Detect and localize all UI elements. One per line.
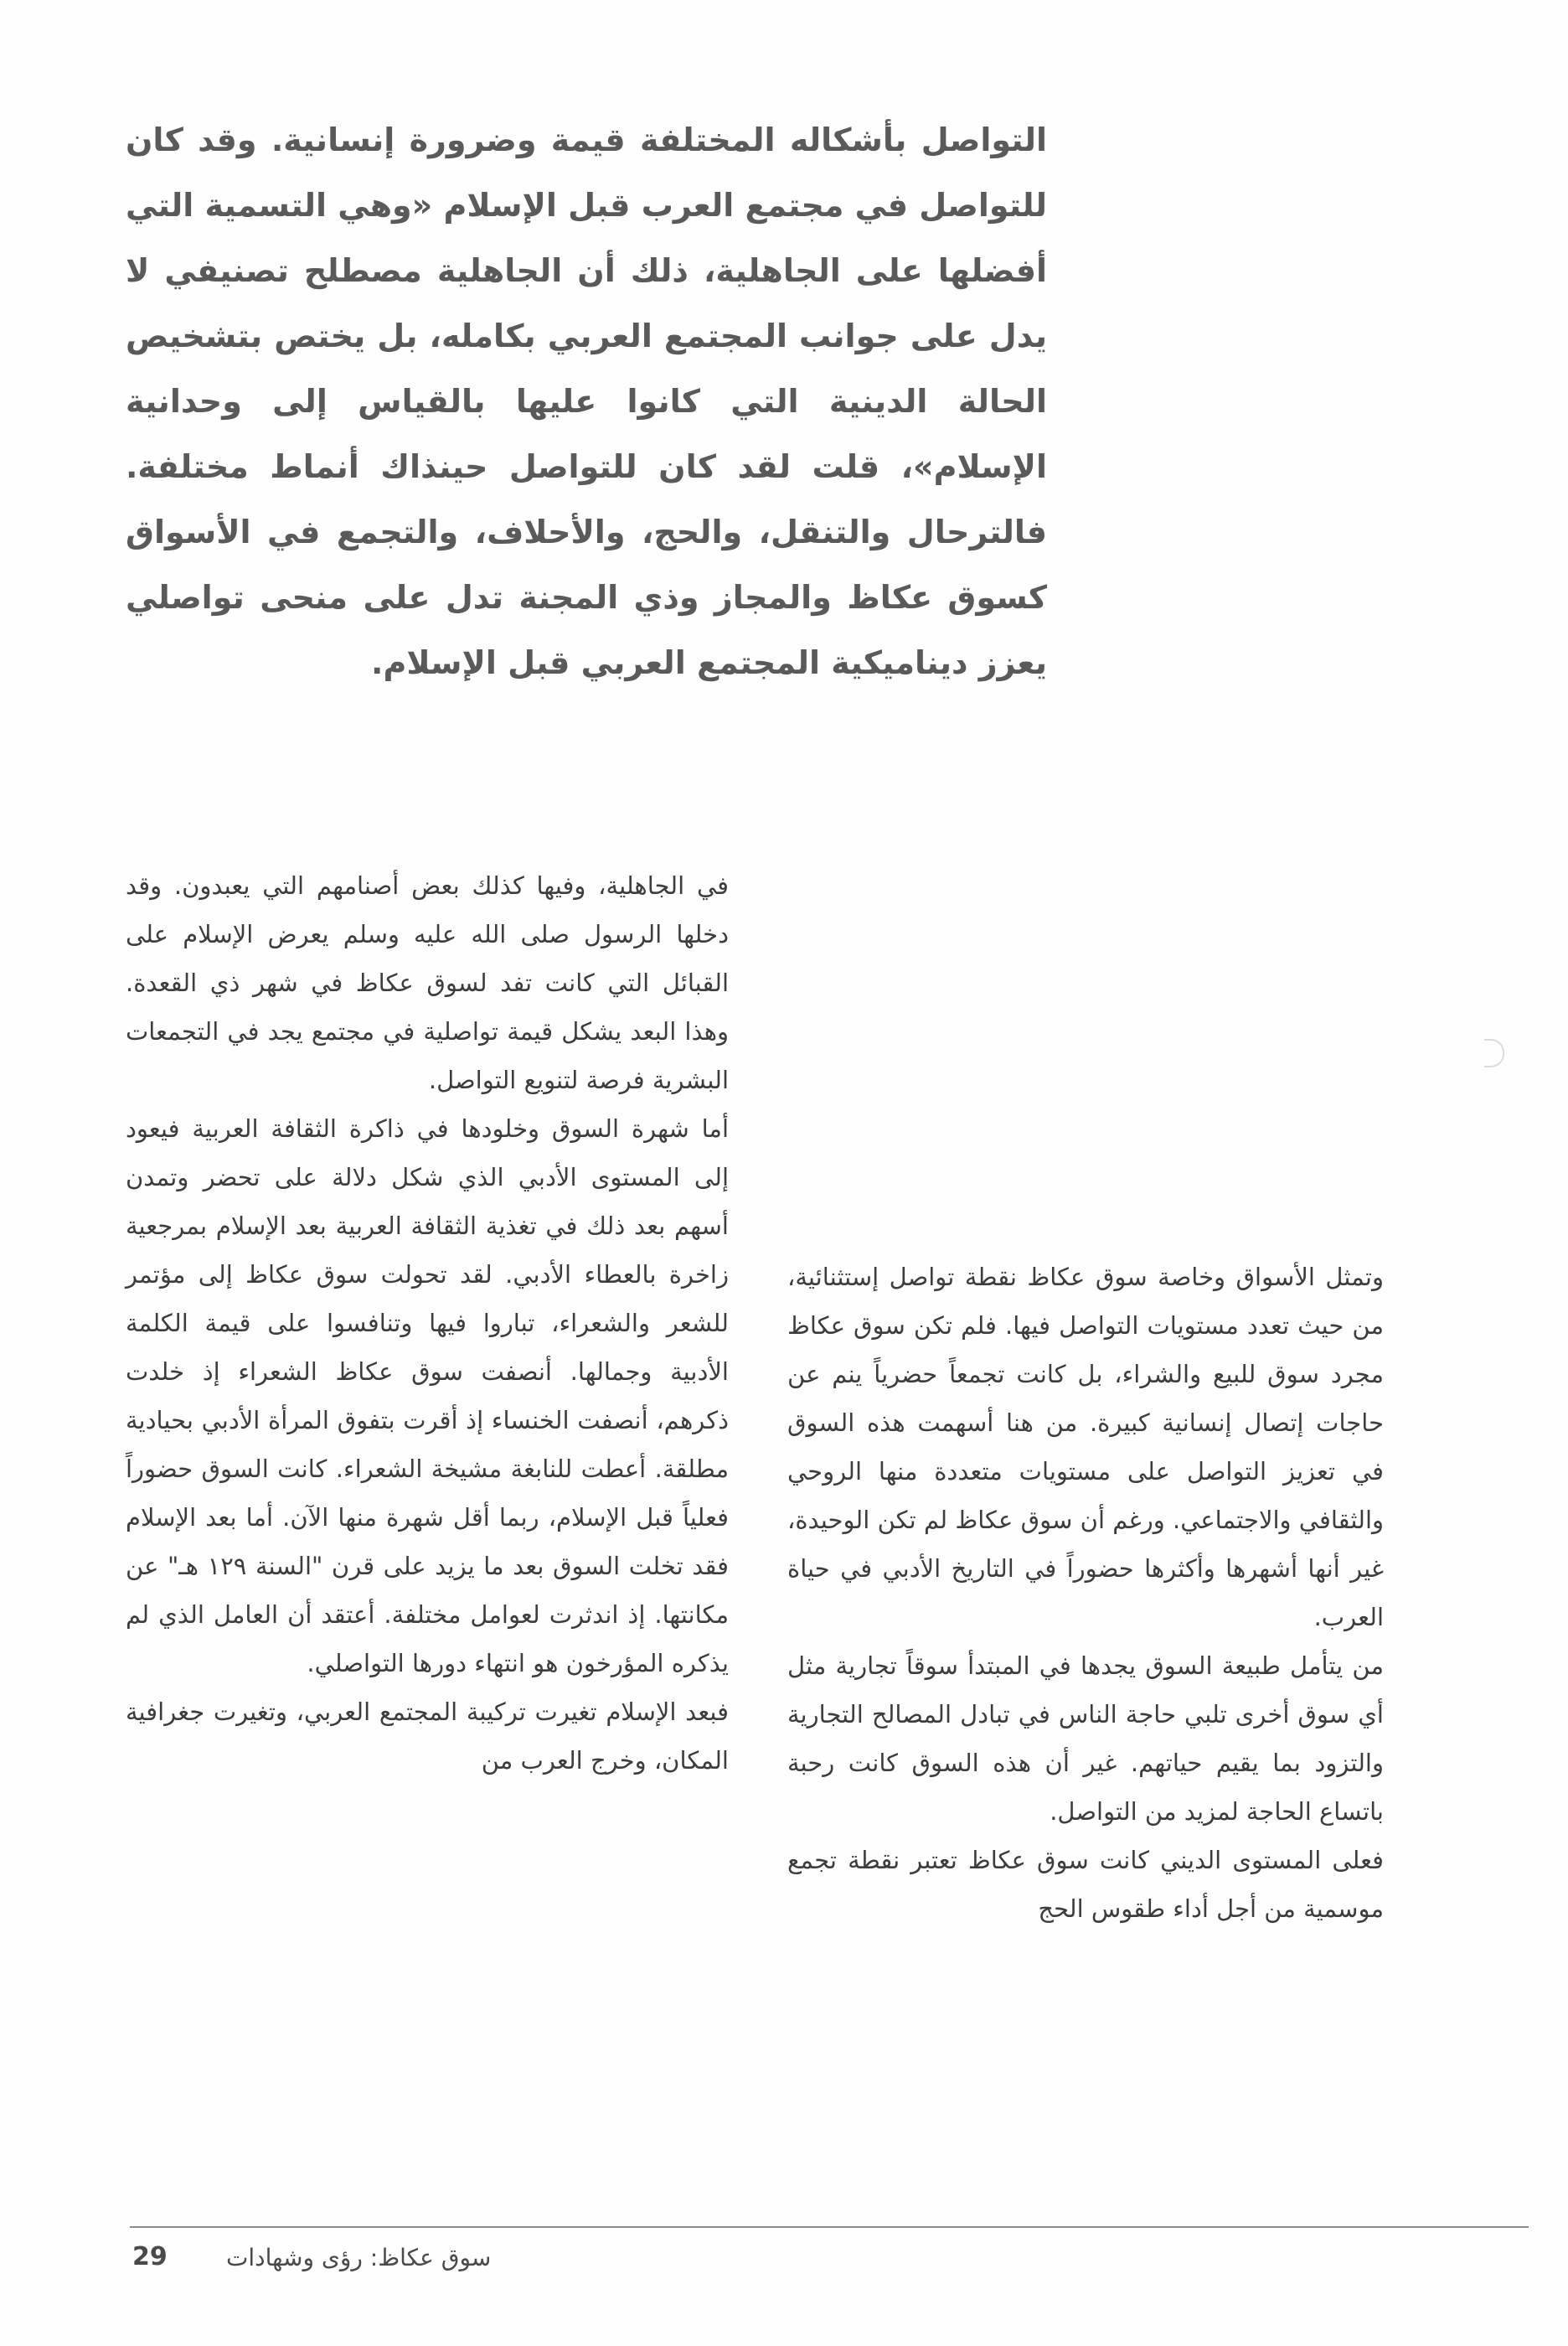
- left-paragraph-2: أما شهرة السوق وخلودها في ذاكرة الثقافة العربية فيعود إلى المستوى الأدبي الذي شكل دلالة على تحضر وتمدن أسهم بعد ذلك في تغذية الثقافة العربية بعد الإسلام بمرجعية زاخرة بالعطاء الأدبي. لقد تحولت سوق عكاظ إلى مؤتمر للشعر والشعراء، تباروا فيها وتنافسوا على قيمة الكلمة الأدبية وجمالها. أنصفت سوق عكاظ الشعراء إذ خلدت ذكرهم، أنصفت الخنساء إذ أقرت بتفوق المرأة الأدبي بحيادية مطلقة. أعطت للنابغة مشيخة الشعراء. كانت السوق حضوراً فعلياً قبل الإسلام، ربما أقل شهرة منها الآن. أما بعد الإسلام فقد تخلت السوق بعد ما يزيد على قرن "السنة ١٢٩ هـ" عن مكانتها. إذ اندثرت لعوامل مختلفة. أعتقد أن العامل الذي لم يذكره المؤرخون هو انتهاء دورها التواصلي.: [126, 1114, 729, 1677]
- left-paragraph-1: في الجاهلية، وفيها كذلك بعض أصنامهم التي يعبدون. وقد دخلها الرسول صلى الله عليه وسلم يعرض الإسلام على القبائل التي كانت تفد لسوق عكاظ في شهر ذي القعدة. وهذا البعد يشكل قيمة تواصلية في مجتمع يجد في التجمعات البشرية فرصة لتنويع التواصل.: [126, 871, 729, 1094]
- right-paragraph-3: فعلى المستوى الديني كانت سوق عكاظ تعتبر نقطة تجمع موسمية من أجل أداء طقوس الحج: [787, 1846, 1384, 1923]
- right-paragraph-1: وتمثل الأسواق وخاصة سوق عكاظ نقطة تواصل إستثنائية، من حيث تعدد مستويات التواصل فيها. فلم تكن سوق عكاظ مجرد سوق للبيع والشراء، بل كانت تجمعاً حضرياً ينم عن حاجات إتصال إنسانية كبيرة. من هنا أسهمت هذه السوق في تعزيز التواصل على مستويات متعددة منها الروحي والثقافي والاجتماعي. ورغم أن سوق عكاظ لم تكن الوحيدة، غير أنها أشهرها وأكثرها حضوراً في التاريخ الأدبي في حياة العرب.: [787, 1263, 1384, 1631]
- lead-paragraph: التواصل بأشكاله المختلفة قيمة وضرورة إنسانية. وقد كان للتواصل في مجتمع العرب قبل الإسلام «وهي التسمية التي أفضلها على الجاهلية، ذلك أن الجاهلية مصطلح تصنيفي لا يدل على جوانب المجتمع العربي بكامله، بل يختص بتشخيص الحالة الدينية التي كانوا عليها بالقياس إلى وحدانية الإسلام»، قلت لقد كان للتواصل حينذاك أنماط مختلفة. فالترحال والتنقل، والحج، والأحلاف، والتجمع في الأسواق كسوق عكاظ والمجاز وذي المجنة تدل على منحى تواصلي يعزز ديناميكية المجتمع العربي قبل الإسلام.: [126, 121, 1047, 681]
- right-column: [787, 1253, 1384, 1933]
- running-footer-title: سوق عكاظ: رؤى وشهادات: [226, 2244, 492, 2271]
- left-column: [126, 861, 729, 1785]
- page-number: 29: [132, 2242, 168, 2271]
- right-paragraph-2: من يتأمل طبيعة السوق يجدها في المبتدأ سوقاً تجارية مثل أي سوق أخرى تلبي حاجة الناس في تبادل المصالح التجارية والتزود بما يقيم حياتهم. غير أن هذه السوق كانت رحبة باتساع الحاجة لمزيد من التواصل.: [787, 1651, 1384, 1826]
- footer-divider: [130, 2226, 1529, 2228]
- binding-edge-mark: [1484, 1039, 1504, 1067]
- left-paragraph-3: فبعد الإسلام تغيرت تركيبة المجتمع العربي، وتغيرت جغرافية المكان، وخرج العرب من: [126, 1697, 729, 1775]
